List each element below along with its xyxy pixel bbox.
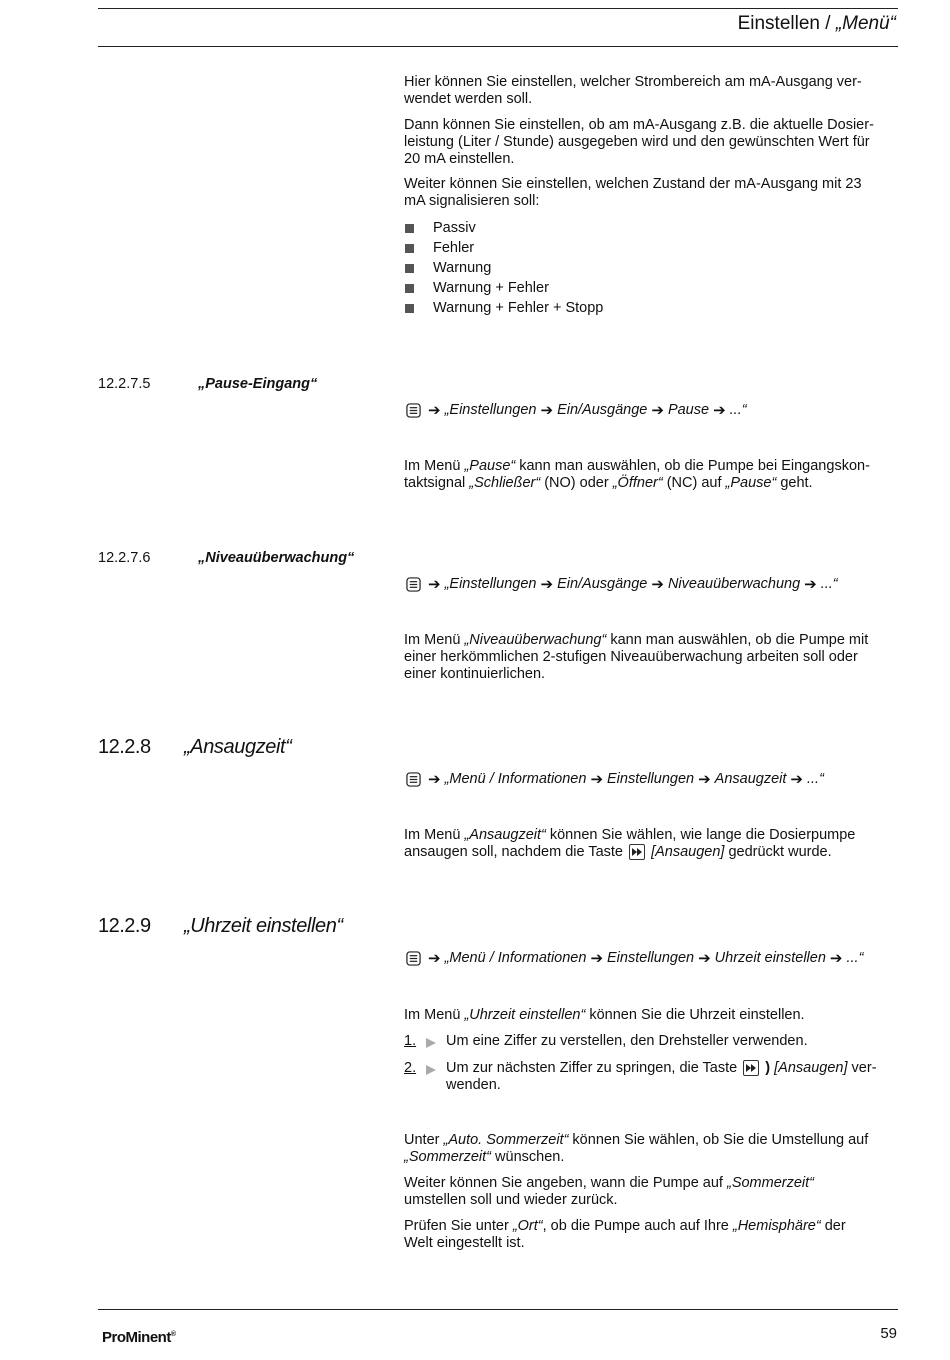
right-arrow-icon: ➔: [790, 771, 803, 788]
right-arrow-icon: ➔: [713, 402, 726, 419]
fast-forward-key-icon: [629, 844, 645, 860]
step-number: 2.: [404, 1060, 446, 1094]
step-arrow-icon: [426, 1065, 436, 1075]
right-arrow-icon: ➔: [829, 950, 843, 967]
menu-list-icon: [406, 403, 421, 418]
page-header-title: Einstellen / „Menü“: [737, 13, 896, 34]
square-bullet-icon: [405, 264, 414, 273]
list-item: Warnung + Fehler: [404, 279, 603, 299]
section-number: 12.2.7.5: [98, 376, 151, 392]
ansaug-paragraph: Im Menü „Ansaugzeit“ können Sie wählen, wie lange die Dosierpumpe ansaugen soll, nachdem die Taste [Ansaugen] gedrückt wurde.: [404, 827, 856, 860]
menu-path: ➔ „Einstellungen ➔ Ein/Ausgänge ➔ Pause ➔ ...“: [406, 402, 747, 419]
right-arrow-icon: ➔: [651, 402, 664, 419]
right-arrow-icon: ➔: [428, 402, 441, 419]
list-item: Warnung: [404, 258, 603, 278]
menu-path: ➔ „Menü / Informationen ➔ Einstellungen ➔ Ansaugzeit ➔ ...“: [406, 771, 824, 788]
right-arrow-icon: ➔: [540, 576, 554, 593]
page-number: 59: [880, 1325, 897, 1342]
right-arrow-icon: ➔: [804, 576, 817, 593]
right-arrow-icon: ➔: [651, 576, 664, 593]
step-2: [404, 1060, 894, 1094]
square-bullet-icon: [405, 244, 414, 253]
step-number: 1.: [404, 1033, 446, 1050]
list-item: Passiv: [404, 218, 603, 238]
hemisphaere-paragraph: Prüfen Sie unter „Ort“, ob die Pumpe auch auf Ihre „Hemisphäre“ der Welt eingestellt ist.: [404, 1218, 846, 1251]
menu-list-icon: [406, 577, 421, 592]
square-bullet-icon: [405, 304, 414, 313]
umstellung-paragraph: Weiter können Sie angeben, wann die Pumpe auf „Sommerzeit“ umstellen soll und wieder zurück.: [404, 1175, 814, 1208]
right-arrow-icon: ➔: [698, 771, 711, 788]
section-number: 12.2.8: [98, 736, 151, 758]
menu-list-icon: [406, 951, 421, 966]
section-title: „Niveauüberwachung“: [198, 550, 355, 566]
header-bottom-rule: [98, 46, 898, 47]
right-arrow-icon: ➔: [540, 402, 554, 419]
square-bullet-icon: [405, 284, 414, 293]
footer-rule: [98, 1309, 898, 1310]
pause-paragraph: Im Menü „Pause“ kann man auswählen, ob die Pumpe bei Eingangskon- taktsignal „Schließer“ (NO) oder „Öffner“ (NC) auf „Pause“ geht.: [404, 458, 870, 491]
state-bullet-list: [404, 218, 603, 319]
step-text: Um zur nächsten Ziffer zu springen, die Taste ) [Ansaugen] ver- wenden.: [446, 1060, 877, 1093]
section-title: „Uhrzeit einstellen“: [184, 915, 343, 937]
menu-path: ➔ „Einstellungen ➔ Ein/Ausgänge ➔ Niveauüberwachung ➔ ...“: [406, 576, 838, 593]
menu-path: ➔ „Menü / Informationen ➔ Einstellungen ➔ Uhrzeit einstellen ➔ ...“: [406, 950, 863, 967]
right-arrow-icon: ➔: [428, 950, 441, 967]
section-number: 12.2.7.6: [98, 550, 151, 566]
fast-forward-key-icon: [743, 1060, 759, 1076]
right-arrow-icon: ➔: [428, 576, 441, 593]
intro-paragraph-3: Weiter können Sie einstellen, welchen Zustand der mA-Ausgang mit 23 mA signalisieren soll:: [404, 176, 862, 209]
section-title: „Pause-Eingang“: [198, 376, 318, 392]
header-top-rule: [98, 8, 898, 9]
right-arrow-icon: ➔: [590, 950, 604, 967]
step-arrow-icon: [426, 1038, 436, 1048]
section-number: 12.2.9: [98, 915, 151, 937]
list-item: Warnung + Fehler + Stopp: [404, 299, 603, 319]
right-arrow-icon: ➔: [428, 771, 441, 788]
prominent-logo: ProMinent®: [102, 1329, 176, 1346]
intro-paragraph-2: Dann können Sie einstellen, ob am mA-Ausgang z.B. die aktuelle Dosier- leistung (Liter / Stunde) ausgegeben wird und den gewünschten Wert für 20 mA einstellen.: [404, 117, 874, 167]
uhrzeit-paragraph: Im Menü „Uhrzeit einstellen“ können Sie die Uhrzeit einstellen.: [404, 1007, 805, 1023]
list-item: Fehler: [404, 238, 603, 258]
niveau-paragraph: Im Menü „Niveauüberwachung“ kann man auswählen, ob die Pumpe mit einer herkömmlichen 2-stufigen Niveauüberwachung arbeiten soll oder einer kontinuierlichen.: [404, 632, 869, 682]
menu-list-icon: [406, 772, 421, 787]
sommerzeit-paragraph: Unter „Auto. Sommerzeit“ können Sie wählen, ob Sie die Umstellung auf „Sommerzeit“ wünschen.: [404, 1132, 869, 1165]
section-title: „Ansaugzeit“: [184, 736, 292, 758]
step-1: [404, 1033, 894, 1050]
step-text: Um eine Ziffer zu verstellen, den Drehsteller verwenden.: [446, 1033, 808, 1049]
intro-paragraph-1: Hier können Sie einstellen, welcher Strombereich am mA-Ausgang ver- wendet werden soll.: [404, 74, 862, 107]
right-arrow-icon: ➔: [698, 950, 711, 967]
right-arrow-icon: ➔: [590, 771, 604, 788]
square-bullet-icon: [405, 224, 414, 233]
